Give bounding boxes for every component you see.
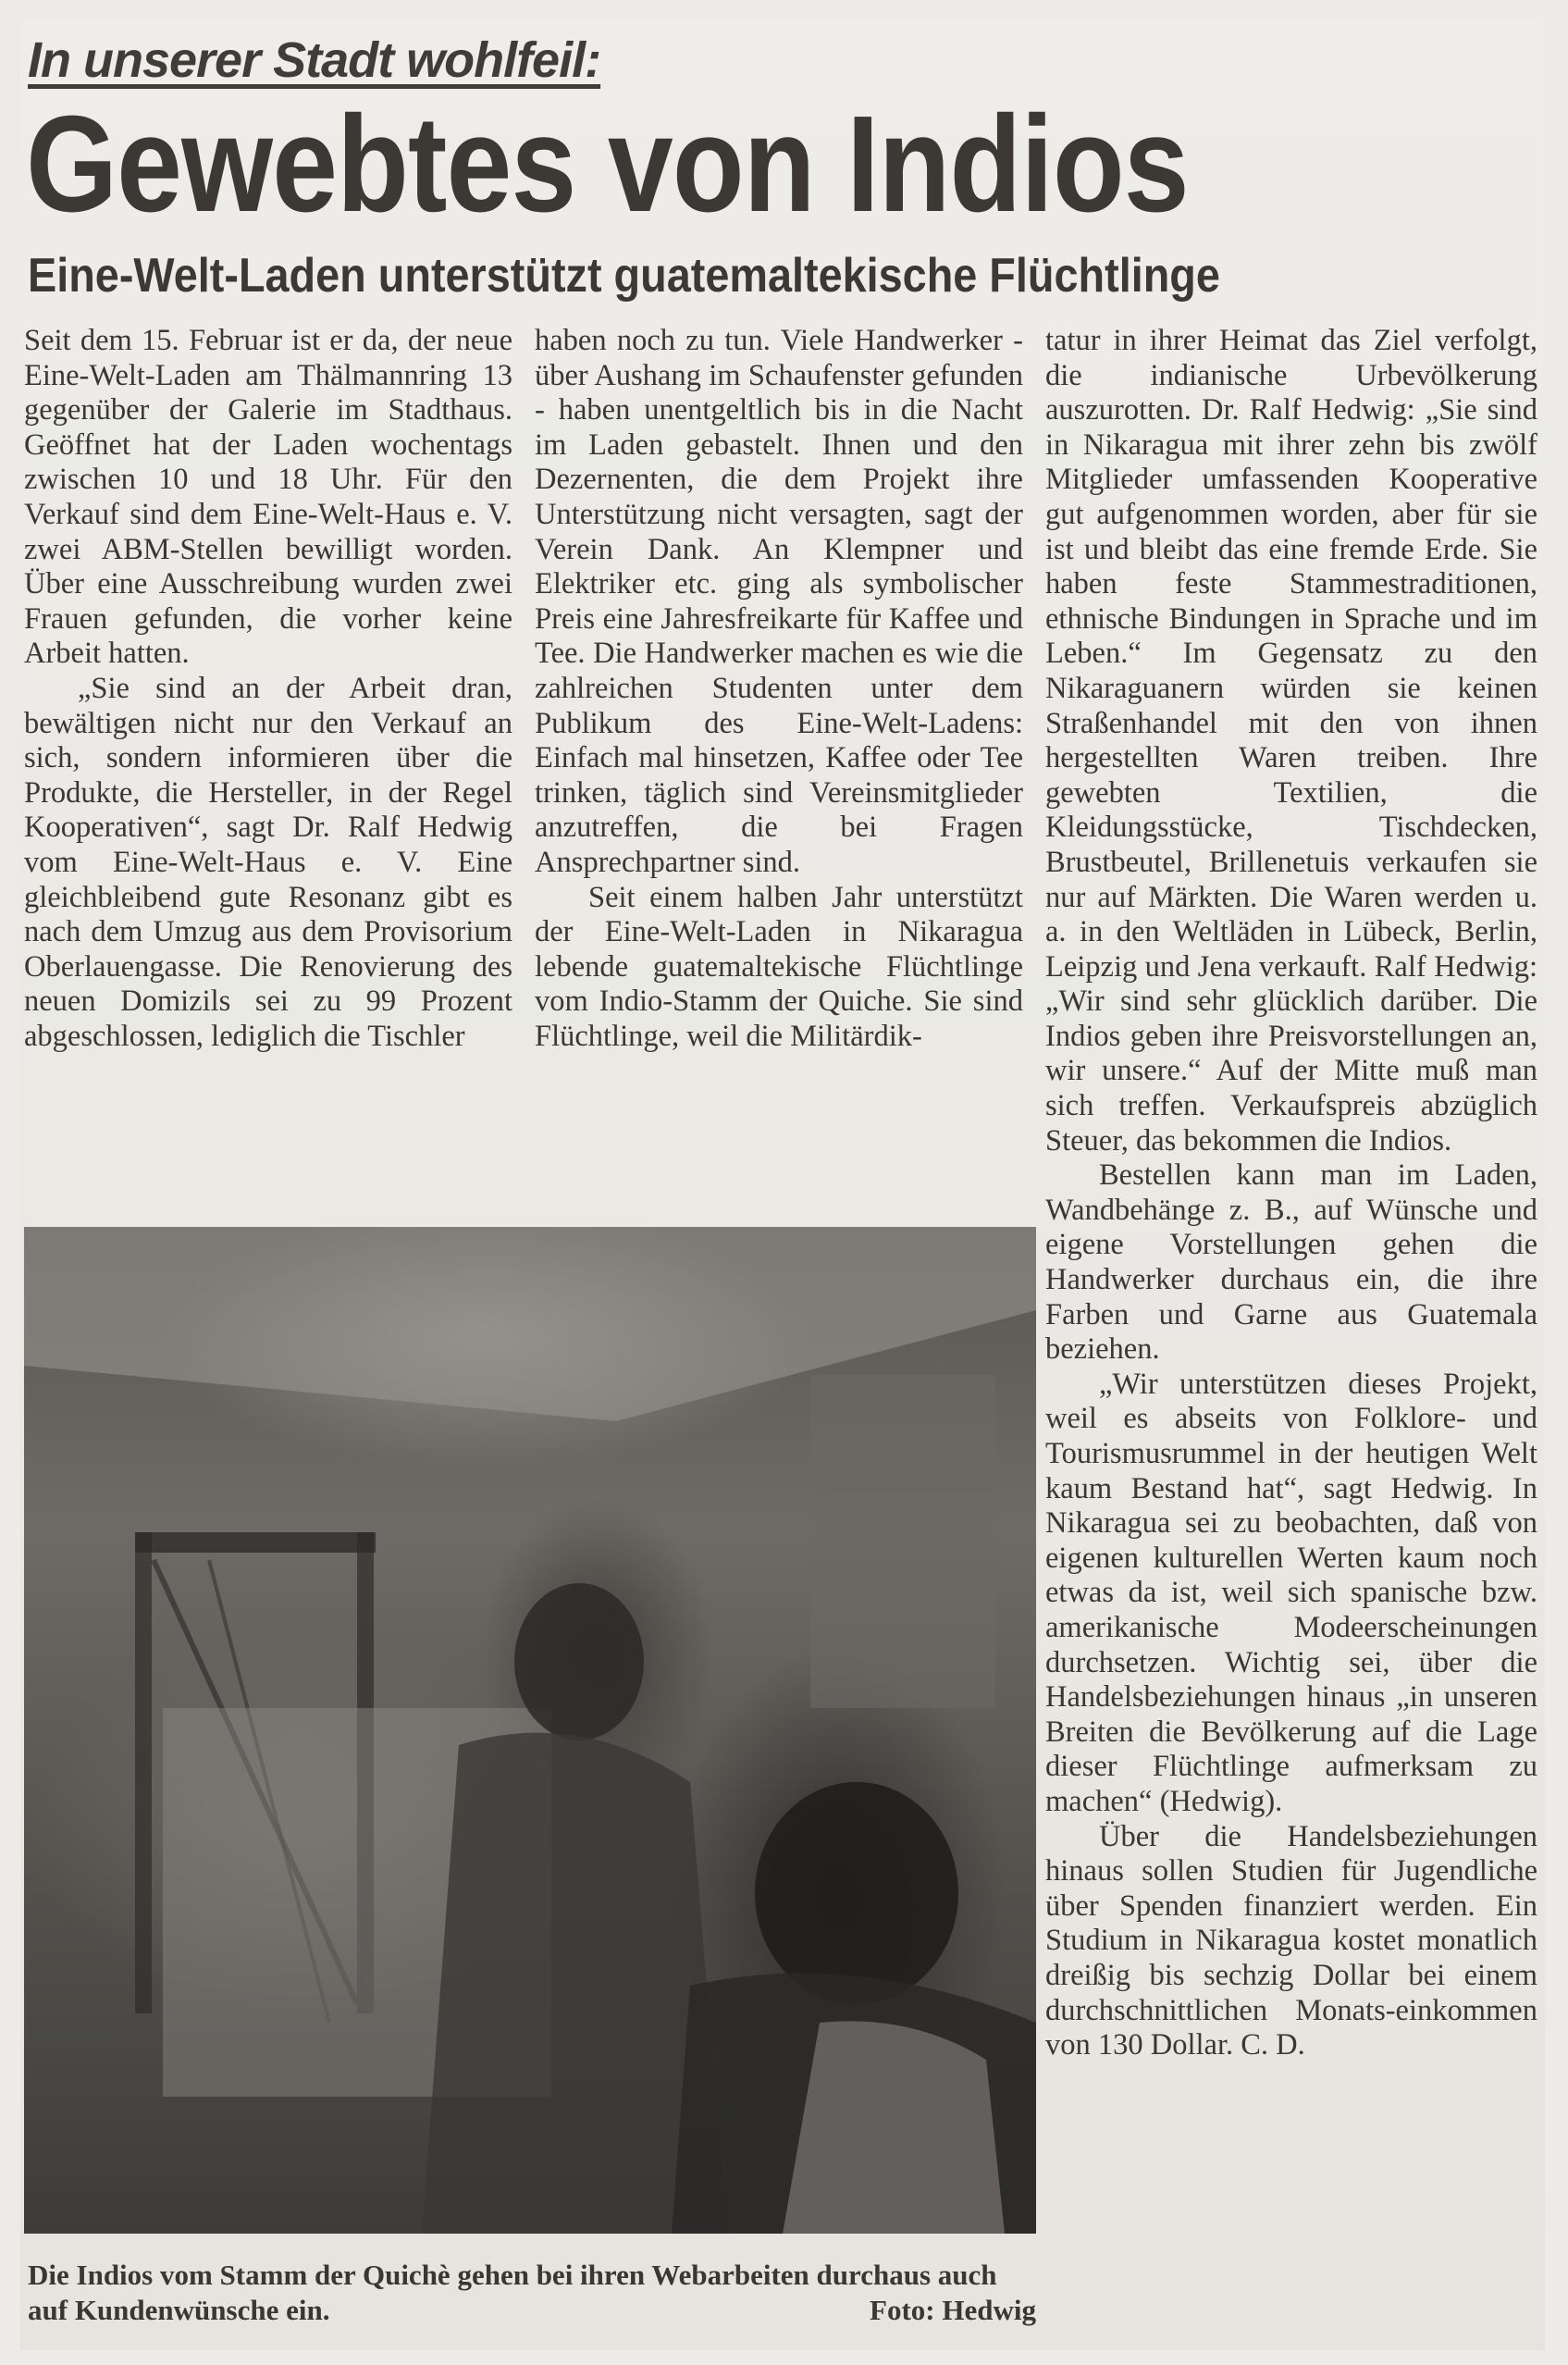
headline: Gewebtes von Indios xyxy=(26,88,1189,241)
article-column-3 xyxy=(1045,324,1537,2359)
article-column-2 xyxy=(535,324,1023,1203)
paragraph: Seit dem 15. Februar ist er da, der neue Eine-Welt-Laden am Thälmannring 13 gegenüber der Galerie im Stadthaus. Geöffnet hat der Laden wochentags zwischen 10 und 18 Uhr. Für den Verkauf sind dem Eine-Welt-Haus e. V. zwei ABM-Stellen bewilligt worden. Über eine Ausschreibung wurden zwei Frauen gefunden, die vorher keine Arbeit hatten. xyxy=(24,324,512,671)
photo-caption xyxy=(28,2258,1036,2328)
subheadline: Eine-Welt-Laden unterstützt guatemaltekische Flüchtlinge xyxy=(28,249,1220,303)
paragraph: Seit einem halben Jahr unterstützt der Eine-Welt-Laden in Nikaragua lebende guatemaltekische Flüchtlinge vom Indio-Stamm der Quiche. Sie sind Flüchtlinge, weil die Militärdik- xyxy=(535,880,1023,1053)
news-photo xyxy=(24,1227,1036,2234)
paragraph: Bestellen kann man im Laden, Wandbehänge z. B., auf Wünsche und eigene Vorstellungen gehen die Handwerker durchaus ein, die ihre Farben und Garne aus Guatemala beziehen. xyxy=(1045,1158,1537,1367)
paragraph: „Wir unterstützen dieses Projekt, weil es abseits von Folklore- und Tourismusrummel in der heutigen Welt kaum Bestand hat“, sagt Hedwig. In Nikaragua sei zu beobachten, daß von eigenen kulturellen Werten kaum noch etwas da ist, weil sich spanische bzw. amerikanische Modeerscheinungen durchsetzen. Wichtig sei, über die Handelsbeziehungen hinaus „in unseren Breiten die Bevölkerung auf die Lage dieser Flüchtlinge aufmerksam zu machen“ (Hedwig). xyxy=(1045,1367,1537,1818)
paragraph: Über die Handelsbeziehungen hinaus sollen Studien für Jugendliche über Spenden finanziert werden. Ein Studium in Nikaragua kostet monatlich dreißig bis sechzig Dollar bei einem durchschnittlichen Monats-einkommen von 130 Dollar. C. D. xyxy=(1045,1819,1537,2062)
paragraph: tatur in ihrer Heimat das Ziel verfolgt, die indianische Urbevölkerung auszurotten. Dr. Ralf Hedwig: „Sie sind in Nikaragua mit ihrer zehn bis zwölf Mitglieder umfassenden Kooperative gut aufgenommen worden, aber für sie ist und bleibt das eine fremde Erde. Sie haben feste Stammestraditionen, ethnische Bindungen in Sprache und im Leben.“ Im Gegensatz zu den Nikaraguanern würden sie keinen Straßenhandel mit den von ihnen hergestellten Waren treiben. Ihre gewebten Textilien, die Kleidungsstücke, Tischdecken, Brustbeutel, Brillenetuis verkaufen sie nur auf Märkten. Die Waren werden u. a. in den Weltläden in Lübeck, Berlin, Leipzig und Jena verkauft. Ralf Hedwig: „Wir sind sehr glücklich darüber. Die Indios geben ihre Preisvorstellungen an, wir unsere.“ Auf der Mitte muß man sich treffen. Verkaufspreis abzüglich Steuer, das bekommen die Indios. xyxy=(1045,324,1537,1158)
paragraph: „Sie sind an der Arbeit dran, bewältigen nicht nur den Verkauf an sich, sondern informieren über die Produkte, die Hersteller, in der Regel Kooperativen“, sagt Dr. Ralf Hedwig vom Eine-Welt-Haus e. V. Eine gleichbleibend gute Resonanz gibt es nach dem Umzug aus dem Provisorium Oberlauengasse. Die Renovierung des neuen Domizils sei zu 99 Prozent abgeschlossen, lediglich die Tischler xyxy=(24,671,512,1053)
caption-text: Die Indios vom Stamm der Quichè gehen bei ihren Webarbeiten durchaus auch auf Kundenwünsche ein. xyxy=(28,2259,997,2326)
photo-credit: Foto: Hedwig xyxy=(870,2294,1036,2326)
article-column-1 xyxy=(24,324,512,1203)
kicker: In unserer Stadt wohlfeil: xyxy=(28,32,601,88)
paragraph: haben noch zu tun. Viele Handwerker - über Aushang im Schaufenster gefunden - haben unentgeltlich bis in die Nacht im Laden gebastelt. Ihnen und den Dezernenten, die dem Projekt ihre Unterstützung nicht versagten, sagt der Verein Dank. An Klempner und Elektriker etc. ging als symbolischer Preis eine Jahresfreikarte für Kaffee und Tee. Die Handwerker machen es wie die zahlreichen Studenten unter dem Publikum des Eine-Welt-Ladens: Einfach mal hinsetzen, Kaffee oder Tee trinken, täglich sind Vereinsmitglieder anzutreffen, die bei Fragen Ansprechpartner sind. xyxy=(535,324,1023,879)
photo-scene xyxy=(24,1227,1036,2234)
